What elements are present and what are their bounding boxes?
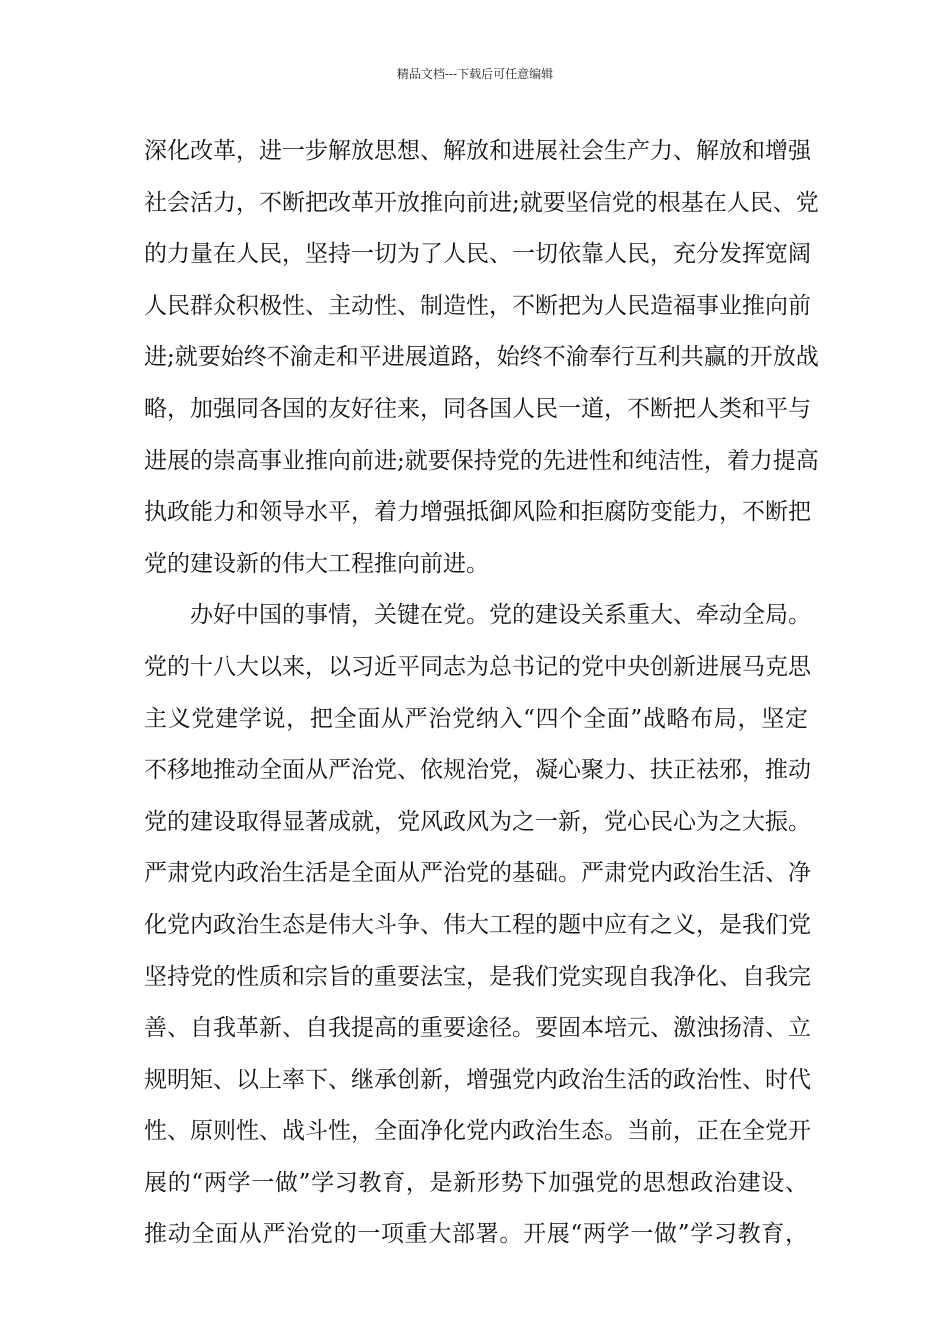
text-line: 善、自我革新、自我提高的重要途径。要固本培元、激浊扬清、立 xyxy=(144,1015,811,1042)
text-line: 性、原则性、战斗性，全面净化党内政治生态。当前，正在全党开 xyxy=(144,1118,811,1145)
text-line: 严肃党内政治生活是全面从严治党的基础。严肃党内政治生活、净 xyxy=(144,860,811,887)
text-line: 的力量在人民，坚持一切为了人民、一切依靠人民，充分发挥宽阔 xyxy=(144,241,811,268)
text-line: 坚持党的性质和宗旨的重要法宝，是我们党实现自我净化、自我完 xyxy=(144,963,811,990)
text-line: 办好中国的事情，关键在党。党的建设关系重大、牵动全局。 xyxy=(190,602,811,629)
text-line: 进展的崇高事业推向前进;就要保持党的先进性和纯洁性，着力提高 xyxy=(144,447,819,474)
document-body xyxy=(144,126,819,1261)
text-line: 规明矩、以上率下、继承创新，增强党内政治生活的政治性、时代 xyxy=(144,1066,811,1093)
text-line: 略，加强同各国的友好往来，同各国人民一道，不断把人类和平与 xyxy=(144,395,811,422)
text-line: 党的建设新的伟大工程推向前进。 xyxy=(144,550,489,577)
paragraph-1 xyxy=(144,126,819,590)
text-line: 执政能力和领导水平，着力增强抵御风险和拒腐防变能力，不断把 xyxy=(144,499,811,526)
text-line: 进;就要始终不渝走和平进展道路，始终不渝奉行互利共赢的开放战 xyxy=(144,344,819,371)
text-line: 党的十八大以来，以习近平同志为总书记的党中央创新进展马克思 xyxy=(144,653,811,680)
text-line: 推动全面从严治党的一项重大部署。开展“两学一做”学习教育， xyxy=(144,1221,808,1248)
text-line: 深化改革，进一步解放思想、解放和进展社会生产力、解放和增强 xyxy=(144,138,811,164)
text-line: 人民群众积极性、主动性、制造性，不断把为人民造福事业推向前 xyxy=(144,292,811,319)
text-line: 展的“两学一做”学习教育，是新形势下加强党的思想政治建设、 xyxy=(144,1169,808,1196)
page-header: 精品文档---下载后可任意编辑 xyxy=(396,67,554,81)
text-line: 不移地推动全面从严治党、依规治党，凝心聚力、扶正祛邪，推动 xyxy=(144,757,811,784)
text-line: 化党内政治生态是伟大斗争、伟大工程的题中应有之义，是我们党 xyxy=(144,911,811,938)
text-line: 党的建设取得显著成就，党风政风为之一新，党心民心为之大振。 xyxy=(144,808,811,835)
text-line: 主义党建学说，把全面从严治党纳入“四个全面”战略布局，坚定 xyxy=(144,705,808,732)
paragraph-2 xyxy=(144,590,811,1261)
text-line: 社会活力，不断把改革开放推向前进;就要坚信党的根基在人民、党 xyxy=(144,189,819,216)
